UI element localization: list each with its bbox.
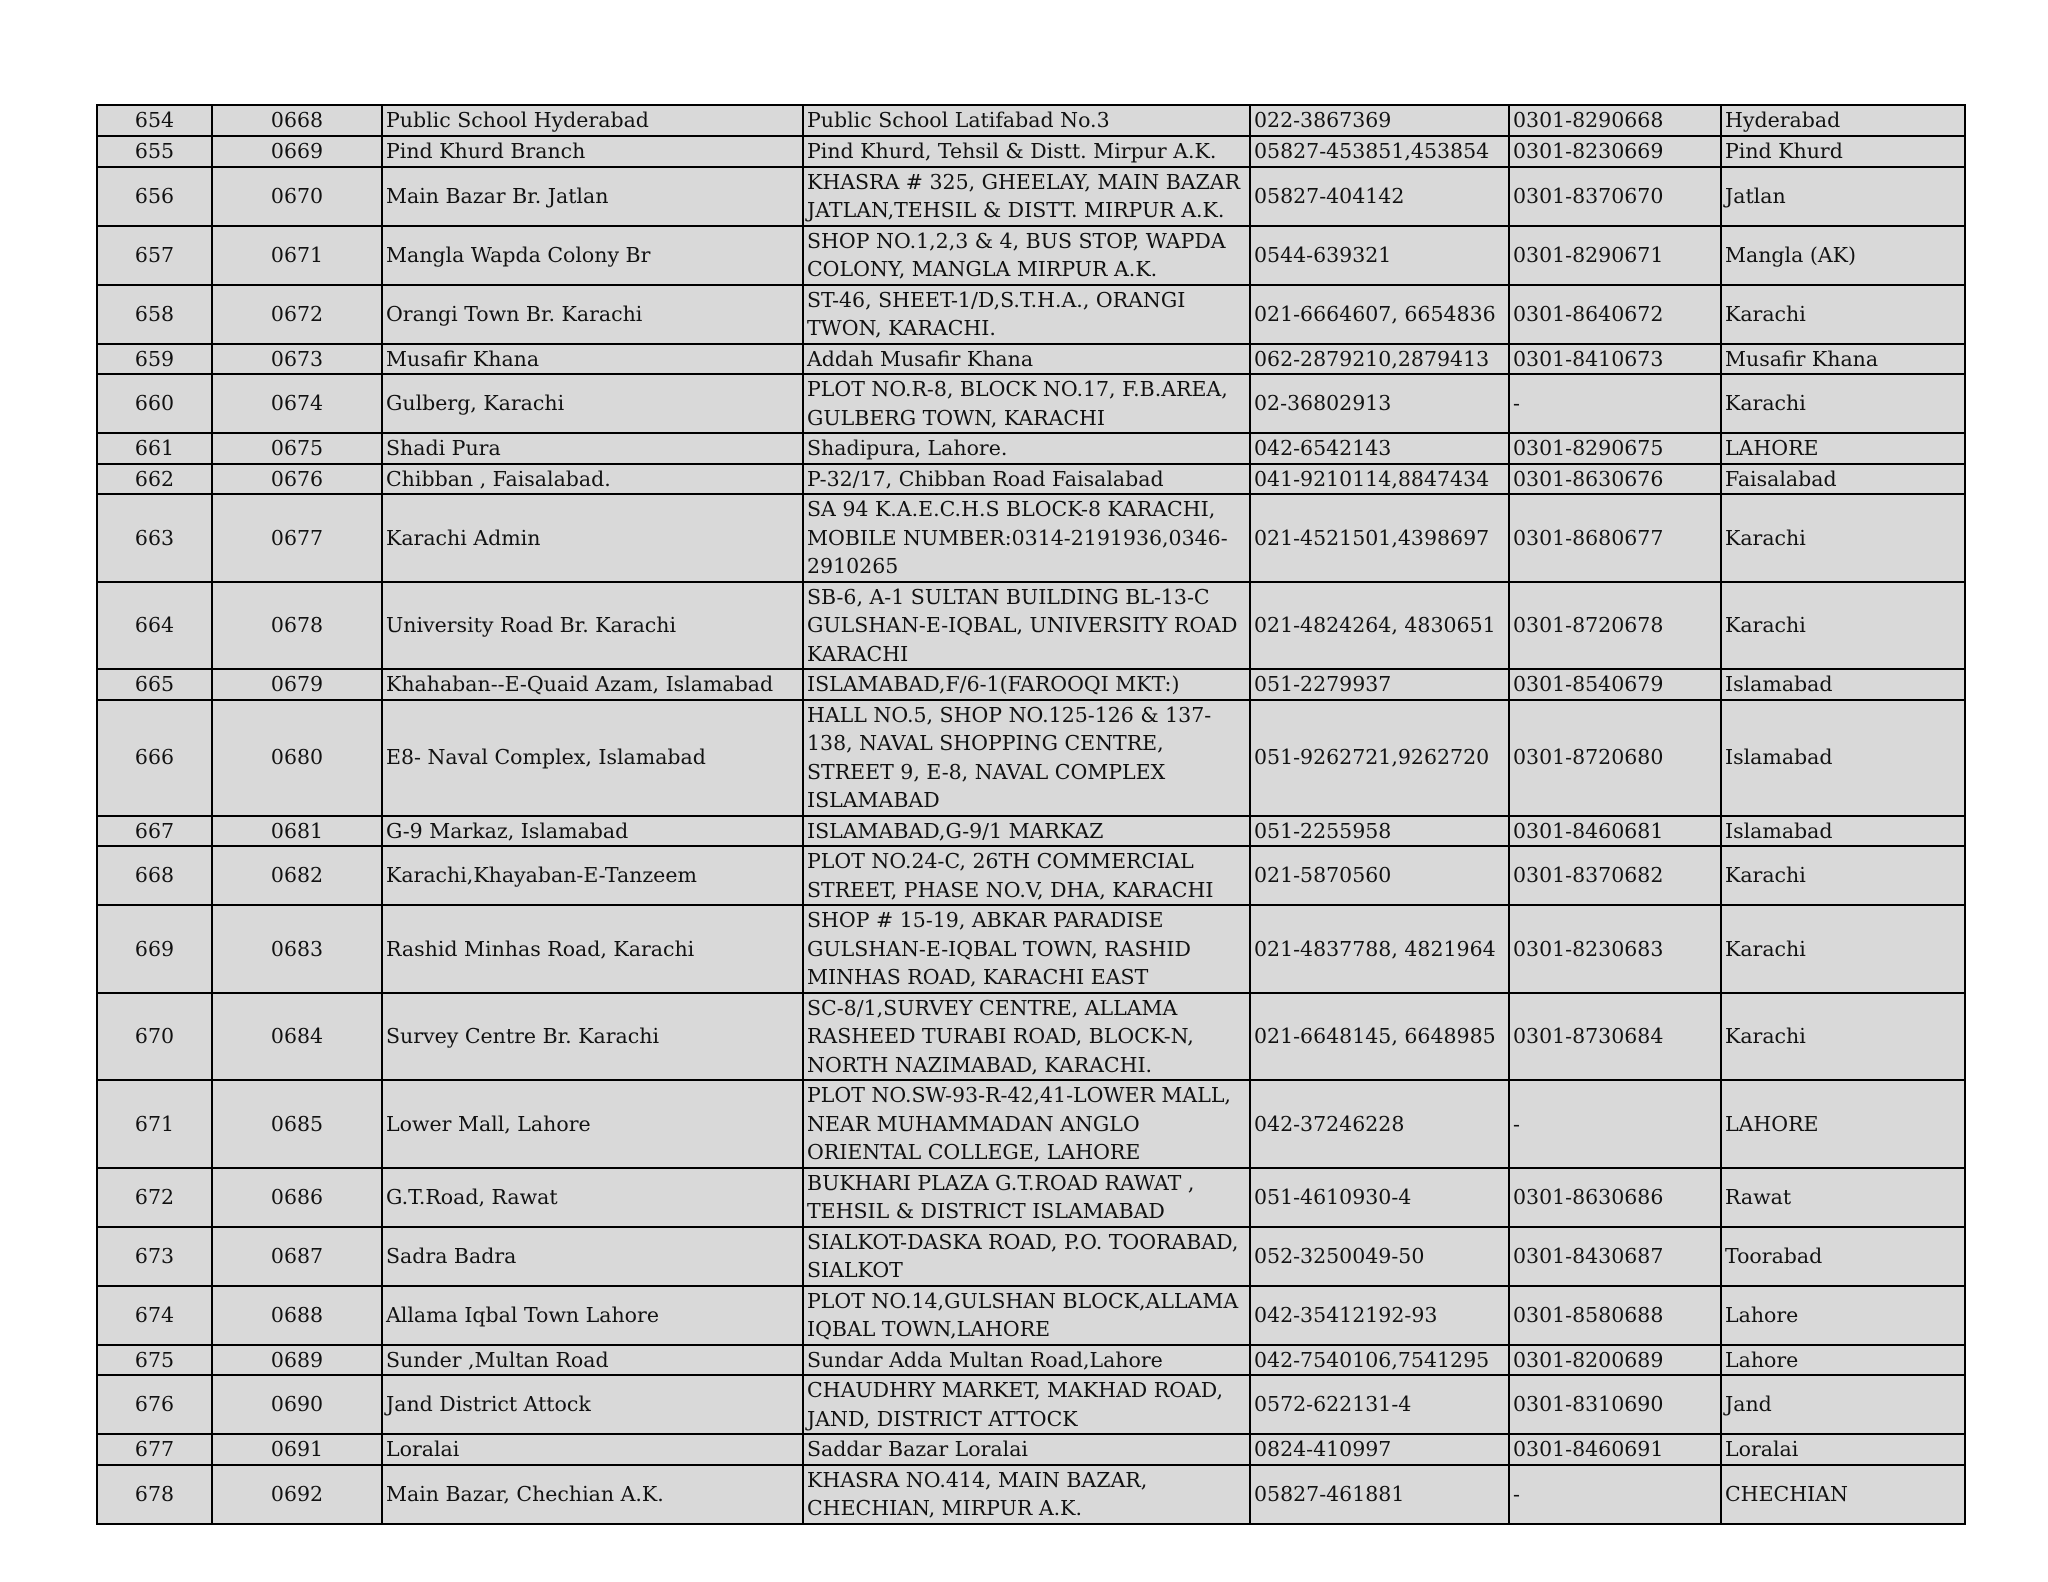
sr-no-cell: 676 <box>97 1375 212 1434</box>
branch-name-cell: Sunder ,Multan Road <box>382 1345 803 1376</box>
mobile-cell: 0301-8680677 <box>1509 494 1721 582</box>
city-cell: Karachi <box>1721 846 1965 905</box>
table-row <box>97 344 1965 375</box>
table-row <box>97 136 1965 167</box>
mobile-cell: 0301-8370670 <box>1509 167 1721 226</box>
sr-no-cell: 656 <box>97 167 212 226</box>
mobile-cell: 0301-8230669 <box>1509 136 1721 167</box>
sr-no-cell: 664 <box>97 582 212 670</box>
phone-cell: 05827-404142 <box>1250 167 1509 226</box>
address-cell: SHOP # 15-19, ABKAR PARADISE GULSHAN-E-IQBAL TOWN, RASHID MINHAS ROAD, KARACHI EAST <box>803 905 1250 993</box>
address-cell: SA 94 K.A.E.C.H.S BLOCK-8 KARACHI, MOBILE NUMBER:0314-2191936,0346-2910265 <box>803 494 1250 582</box>
phone-cell: 052-3250049-50 <box>1250 1227 1509 1286</box>
sr-no-cell: 658 <box>97 285 212 344</box>
phone-cell: 05827-453851,453854 <box>1250 136 1509 167</box>
sr-no-cell: 671 <box>97 1080 212 1168</box>
phone-cell: 021-6648145, 6648985 <box>1250 993 1509 1081</box>
city-cell: Karachi <box>1721 582 1965 670</box>
city-cell: Loralai <box>1721 1434 1965 1465</box>
address-cell: SIALKOT-DASKA ROAD, P.O. TOORABAD, SIALKOT <box>803 1227 1250 1286</box>
sr-no-cell: 654 <box>97 105 212 136</box>
phone-cell: 042-7540106,7541295 <box>1250 1345 1509 1376</box>
table-row <box>97 582 1965 670</box>
mobile-cell: 0301-8720680 <box>1509 700 1721 816</box>
sr-no-cell: 661 <box>97 433 212 464</box>
branch-name-cell: Survey Centre Br. Karachi <box>382 993 803 1081</box>
phone-cell: 051-4610930-4 <box>1250 1168 1509 1227</box>
sr-no-cell: 665 <box>97 669 212 700</box>
branch-code-cell: 0684 <box>212 993 382 1081</box>
branch-name-cell: Pind Khurd Branch <box>382 136 803 167</box>
table-row <box>97 846 1965 905</box>
branch-name-cell: Main Bazar, Chechian A.K. <box>382 1465 803 1524</box>
sr-no-cell: 674 <box>97 1286 212 1345</box>
branch-code-cell: 0690 <box>212 1375 382 1434</box>
sr-no-cell: 655 <box>97 136 212 167</box>
mobile-cell: 0301-8200689 <box>1509 1345 1721 1376</box>
branch-code-cell: 0688 <box>212 1286 382 1345</box>
branch-name-cell: Public School Hyderabad <box>382 105 803 136</box>
branch-code-cell: 0678 <box>212 582 382 670</box>
mobile-cell: 0301-8290668 <box>1509 105 1721 136</box>
branch-code-cell: 0674 <box>212 374 382 433</box>
table-row <box>97 1434 1965 1465</box>
table-row <box>97 285 1965 344</box>
table-row <box>97 816 1965 847</box>
branch-name-cell: Karachi,Khayaban-E-Tanzeem <box>382 846 803 905</box>
table-row <box>97 1080 1965 1168</box>
city-cell: Islamabad <box>1721 669 1965 700</box>
phone-cell: 051-9262721,9262720 <box>1250 700 1509 816</box>
branch-name-cell: Chibban , Faisalabad. <box>382 464 803 495</box>
branch-table <box>96 104 1966 1525</box>
mobile-cell: 0301-8630676 <box>1509 464 1721 495</box>
city-cell: Faisalabad <box>1721 464 1965 495</box>
table-row <box>97 905 1965 993</box>
phone-cell: 021-4521501,4398697 <box>1250 494 1509 582</box>
phone-cell: 042-37246228 <box>1250 1080 1509 1168</box>
city-cell: Rawat <box>1721 1168 1965 1227</box>
phone-cell: 02-36802913 <box>1250 374 1509 433</box>
address-cell: ISLAMABAD,G-9/1 MARKAZ <box>803 816 1250 847</box>
branch-code-cell: 0677 <box>212 494 382 582</box>
address-cell: PLOT NO.24-C, 26TH COMMERCIAL STREET, PHASE NO.V, DHA, KARACHI <box>803 846 1250 905</box>
branch-name-cell: Lower Mall, Lahore <box>382 1080 803 1168</box>
branch-code-cell: 0681 <box>212 816 382 847</box>
city-cell: Pind Khurd <box>1721 136 1965 167</box>
city-cell: Karachi <box>1721 494 1965 582</box>
branch-code-cell: 0668 <box>212 105 382 136</box>
phone-cell: 051-2255958 <box>1250 816 1509 847</box>
city-cell: Karachi <box>1721 374 1965 433</box>
table-row <box>97 226 1965 285</box>
mobile-cell: 0301-8640672 <box>1509 285 1721 344</box>
mobile-cell: 0301-8370682 <box>1509 846 1721 905</box>
branch-name-cell: Loralai <box>382 1434 803 1465</box>
city-cell: Mangla (AK) <box>1721 226 1965 285</box>
branch-code-cell: 0673 <box>212 344 382 375</box>
branch-code-cell: 0692 <box>212 1465 382 1524</box>
branch-code-cell: 0671 <box>212 226 382 285</box>
branch-name-cell: University Road Br. Karachi <box>382 582 803 670</box>
mobile-cell: - <box>1509 1465 1721 1524</box>
mobile-cell: 0301-8540679 <box>1509 669 1721 700</box>
branch-name-cell: Jand District Attock <box>382 1375 803 1434</box>
branch-code-cell: 0687 <box>212 1227 382 1286</box>
address-cell: SHOP NO.1,2,3 & 4, BUS STOP, WAPDA COLONY, MANGLA MIRPUR A.K. <box>803 226 1250 285</box>
mobile-cell: 0301-8310690 <box>1509 1375 1721 1434</box>
address-cell: KHASRA NO.414, MAIN BAZAR, CHECHIAN, MIRPUR A.K. <box>803 1465 1250 1524</box>
sr-no-cell: 669 <box>97 905 212 993</box>
mobile-cell: 0301-8730684 <box>1509 993 1721 1081</box>
mobile-cell: - <box>1509 374 1721 433</box>
table-row <box>97 669 1965 700</box>
sr-no-cell: 662 <box>97 464 212 495</box>
table-body <box>97 105 1965 1524</box>
address-cell: ST-46, SHEET-1/D,S.T.H.A., ORANGI TWON, KARACHI. <box>803 285 1250 344</box>
address-cell: BUKHARI PLAZA G.T.ROAD RAWAT , TEHSIL & DISTRICT ISLAMABAD <box>803 1168 1250 1227</box>
sr-no-cell: 672 <box>97 1168 212 1227</box>
phone-cell: 062-2879210,2879413 <box>1250 344 1509 375</box>
branch-name-cell: E8- Naval Complex, Islamabad <box>382 700 803 816</box>
phone-cell: 042-6542143 <box>1250 433 1509 464</box>
branch-name-cell: Shadi Pura <box>382 433 803 464</box>
address-cell: Public School Latifabad No.3 <box>803 105 1250 136</box>
address-cell: ISLAMABAD,F/6-1(FAROOQI MKT:) <box>803 669 1250 700</box>
sr-no-cell: 678 <box>97 1465 212 1524</box>
address-cell: PLOT NO.SW-93-R-42,41-LOWER MALL, NEAR MUHAMMADAN ANGLO ORIENTAL COLLEGE, LAHORE <box>803 1080 1250 1168</box>
sr-no-cell: 673 <box>97 1227 212 1286</box>
mobile-cell: 0301-8630686 <box>1509 1168 1721 1227</box>
address-cell: Pind Khurd, Tehsil & Distt. Mirpur A.K. <box>803 136 1250 167</box>
phone-cell: 0544-639321 <box>1250 226 1509 285</box>
city-cell: Karachi <box>1721 285 1965 344</box>
city-cell: Hyderabad <box>1721 105 1965 136</box>
branch-name-cell: Sadra Badra <box>382 1227 803 1286</box>
branch-code-cell: 0691 <box>212 1434 382 1465</box>
phone-cell: 021-5870560 <box>1250 846 1509 905</box>
table-row <box>97 1168 1965 1227</box>
branch-code-cell: 0689 <box>212 1345 382 1376</box>
mobile-cell: 0301-8290671 <box>1509 226 1721 285</box>
table-row <box>97 105 1965 136</box>
phone-cell: 042-35412192-93 <box>1250 1286 1509 1345</box>
table-row <box>97 1286 1965 1345</box>
city-cell: LAHORE <box>1721 433 1965 464</box>
branch-name-cell: Rashid Minhas Road, Karachi <box>382 905 803 993</box>
table-row <box>97 464 1965 495</box>
city-cell: Karachi <box>1721 905 1965 993</box>
city-cell: Lahore <box>1721 1345 1965 1376</box>
phone-cell: 022-3867369 <box>1250 105 1509 136</box>
mobile-cell: 0301-8290675 <box>1509 433 1721 464</box>
city-cell: Jatlan <box>1721 167 1965 226</box>
branch-name-cell: G.T.Road, Rawat <box>382 1168 803 1227</box>
phone-cell: 05827-461881 <box>1250 1465 1509 1524</box>
sr-no-cell: 660 <box>97 374 212 433</box>
city-cell: Toorabad <box>1721 1227 1965 1286</box>
sr-no-cell: 659 <box>97 344 212 375</box>
table-row <box>97 374 1965 433</box>
branch-name-cell: Main Bazar Br. Jatlan <box>382 167 803 226</box>
branch-code-cell: 0685 <box>212 1080 382 1168</box>
table-row <box>97 993 1965 1081</box>
phone-cell: 021-4837788, 4821964 <box>1250 905 1509 993</box>
branch-code-cell: 0669 <box>212 136 382 167</box>
mobile-cell: 0301-8460681 <box>1509 816 1721 847</box>
branch-name-cell: Khahaban--E-Quaid Azam, Islamabad <box>382 669 803 700</box>
city-cell: Islamabad <box>1721 700 1965 816</box>
mobile-cell: 0301-8580688 <box>1509 1286 1721 1345</box>
branch-name-cell: Orangi Town Br. Karachi <box>382 285 803 344</box>
branch-name-cell: Gulberg, Karachi <box>382 374 803 433</box>
branch-name-cell: Musafir Khana <box>382 344 803 375</box>
phone-cell: 0572-622131-4 <box>1250 1375 1509 1434</box>
mobile-cell: 0301-8230683 <box>1509 905 1721 993</box>
branch-code-cell: 0670 <box>212 167 382 226</box>
address-cell: SC-8/1,SURVEY CENTRE, ALLAMA RASHEED TURABI ROAD, BLOCK-N, NORTH NAZIMABAD, KARACHI. <box>803 993 1250 1081</box>
branch-code-cell: 0680 <box>212 700 382 816</box>
branch-code-cell: 0683 <box>212 905 382 993</box>
city-cell: Musafir Khana <box>1721 344 1965 375</box>
branch-name-cell: G-9 Markaz, Islamabad <box>382 816 803 847</box>
table-row <box>97 167 1965 226</box>
mobile-cell: 0301-8720678 <box>1509 582 1721 670</box>
branch-code-cell: 0682 <box>212 846 382 905</box>
phone-cell: 051-2279937 <box>1250 669 1509 700</box>
address-cell: KHASRA # 325, GHEELAY, MAIN BAZAR JATLAN,TEHSIL & DISTT. MIRPUR A.K. <box>803 167 1250 226</box>
table-row <box>97 1227 1965 1286</box>
branch-name-cell: Mangla Wapda Colony Br <box>382 226 803 285</box>
address-cell: Addah Musafir Khana <box>803 344 1250 375</box>
branch-code-cell: 0676 <box>212 464 382 495</box>
address-cell: HALL NO.5, SHOP NO.125-126 & 137-138, NAVAL SHOPPING CENTRE, STREET 9, E-8, NAVAL COMPLEX ISLAMABAD <box>803 700 1250 816</box>
address-cell: PLOT NO.14,GULSHAN BLOCK,ALLAMA IQBAL TOWN,LAHORE <box>803 1286 1250 1345</box>
branch-code-cell: 0675 <box>212 433 382 464</box>
sr-no-cell: 657 <box>97 226 212 285</box>
sr-no-cell: 666 <box>97 700 212 816</box>
city-cell: LAHORE <box>1721 1080 1965 1168</box>
mobile-cell: - <box>1509 1080 1721 1168</box>
address-cell: PLOT NO.R-8, BLOCK NO.17, F.B.AREA, GULBERG TOWN, KARACHI <box>803 374 1250 433</box>
sr-no-cell: 667 <box>97 816 212 847</box>
city-cell: Karachi <box>1721 993 1965 1081</box>
table-row <box>97 1345 1965 1376</box>
branch-code-cell: 0672 <box>212 285 382 344</box>
sr-no-cell: 670 <box>97 993 212 1081</box>
address-cell: Saddar Bazar Loralai <box>803 1434 1250 1465</box>
phone-cell: 0824-410997 <box>1250 1434 1509 1465</box>
sr-no-cell: 663 <box>97 494 212 582</box>
address-cell: P-32/17, Chibban Road Faisalabad <box>803 464 1250 495</box>
city-cell: Jand <box>1721 1375 1965 1434</box>
branch-code-cell: 0679 <box>212 669 382 700</box>
sr-no-cell: 677 <box>97 1434 212 1465</box>
table-row <box>97 1375 1965 1434</box>
table-row <box>97 494 1965 582</box>
address-cell: SB-6, A-1 SULTAN BUILDING BL-13-C GULSHAN-E-IQBAL, UNIVERSITY ROAD KARACHI <box>803 582 1250 670</box>
city-cell: CHECHIAN <box>1721 1465 1965 1524</box>
branch-code-cell: 0686 <box>212 1168 382 1227</box>
sr-no-cell: 675 <box>97 1345 212 1376</box>
sr-no-cell: 668 <box>97 846 212 905</box>
mobile-cell: 0301-8430687 <box>1509 1227 1721 1286</box>
mobile-cell: 0301-8410673 <box>1509 344 1721 375</box>
mobile-cell: 0301-8460691 <box>1509 1434 1721 1465</box>
branch-name-cell: Karachi Admin <box>382 494 803 582</box>
city-cell: Lahore <box>1721 1286 1965 1345</box>
address-cell: CHAUDHRY MARKET, MAKHAD ROAD, JAND, DISTRICT ATTOCK <box>803 1375 1250 1434</box>
address-cell: Sundar Adda Multan Road,Lahore <box>803 1345 1250 1376</box>
branch-name-cell: Allama Iqbal Town Lahore <box>382 1286 803 1345</box>
phone-cell: 021-6664607, 6654836 <box>1250 285 1509 344</box>
city-cell: Islamabad <box>1721 816 1965 847</box>
table-row <box>97 700 1965 816</box>
table-row <box>97 433 1965 464</box>
phone-cell: 021-4824264, 4830651 <box>1250 582 1509 670</box>
phone-cell: 041-9210114,8847434 <box>1250 464 1509 495</box>
address-cell: Shadipura, Lahore. <box>803 433 1250 464</box>
table-row <box>97 1465 1965 1524</box>
